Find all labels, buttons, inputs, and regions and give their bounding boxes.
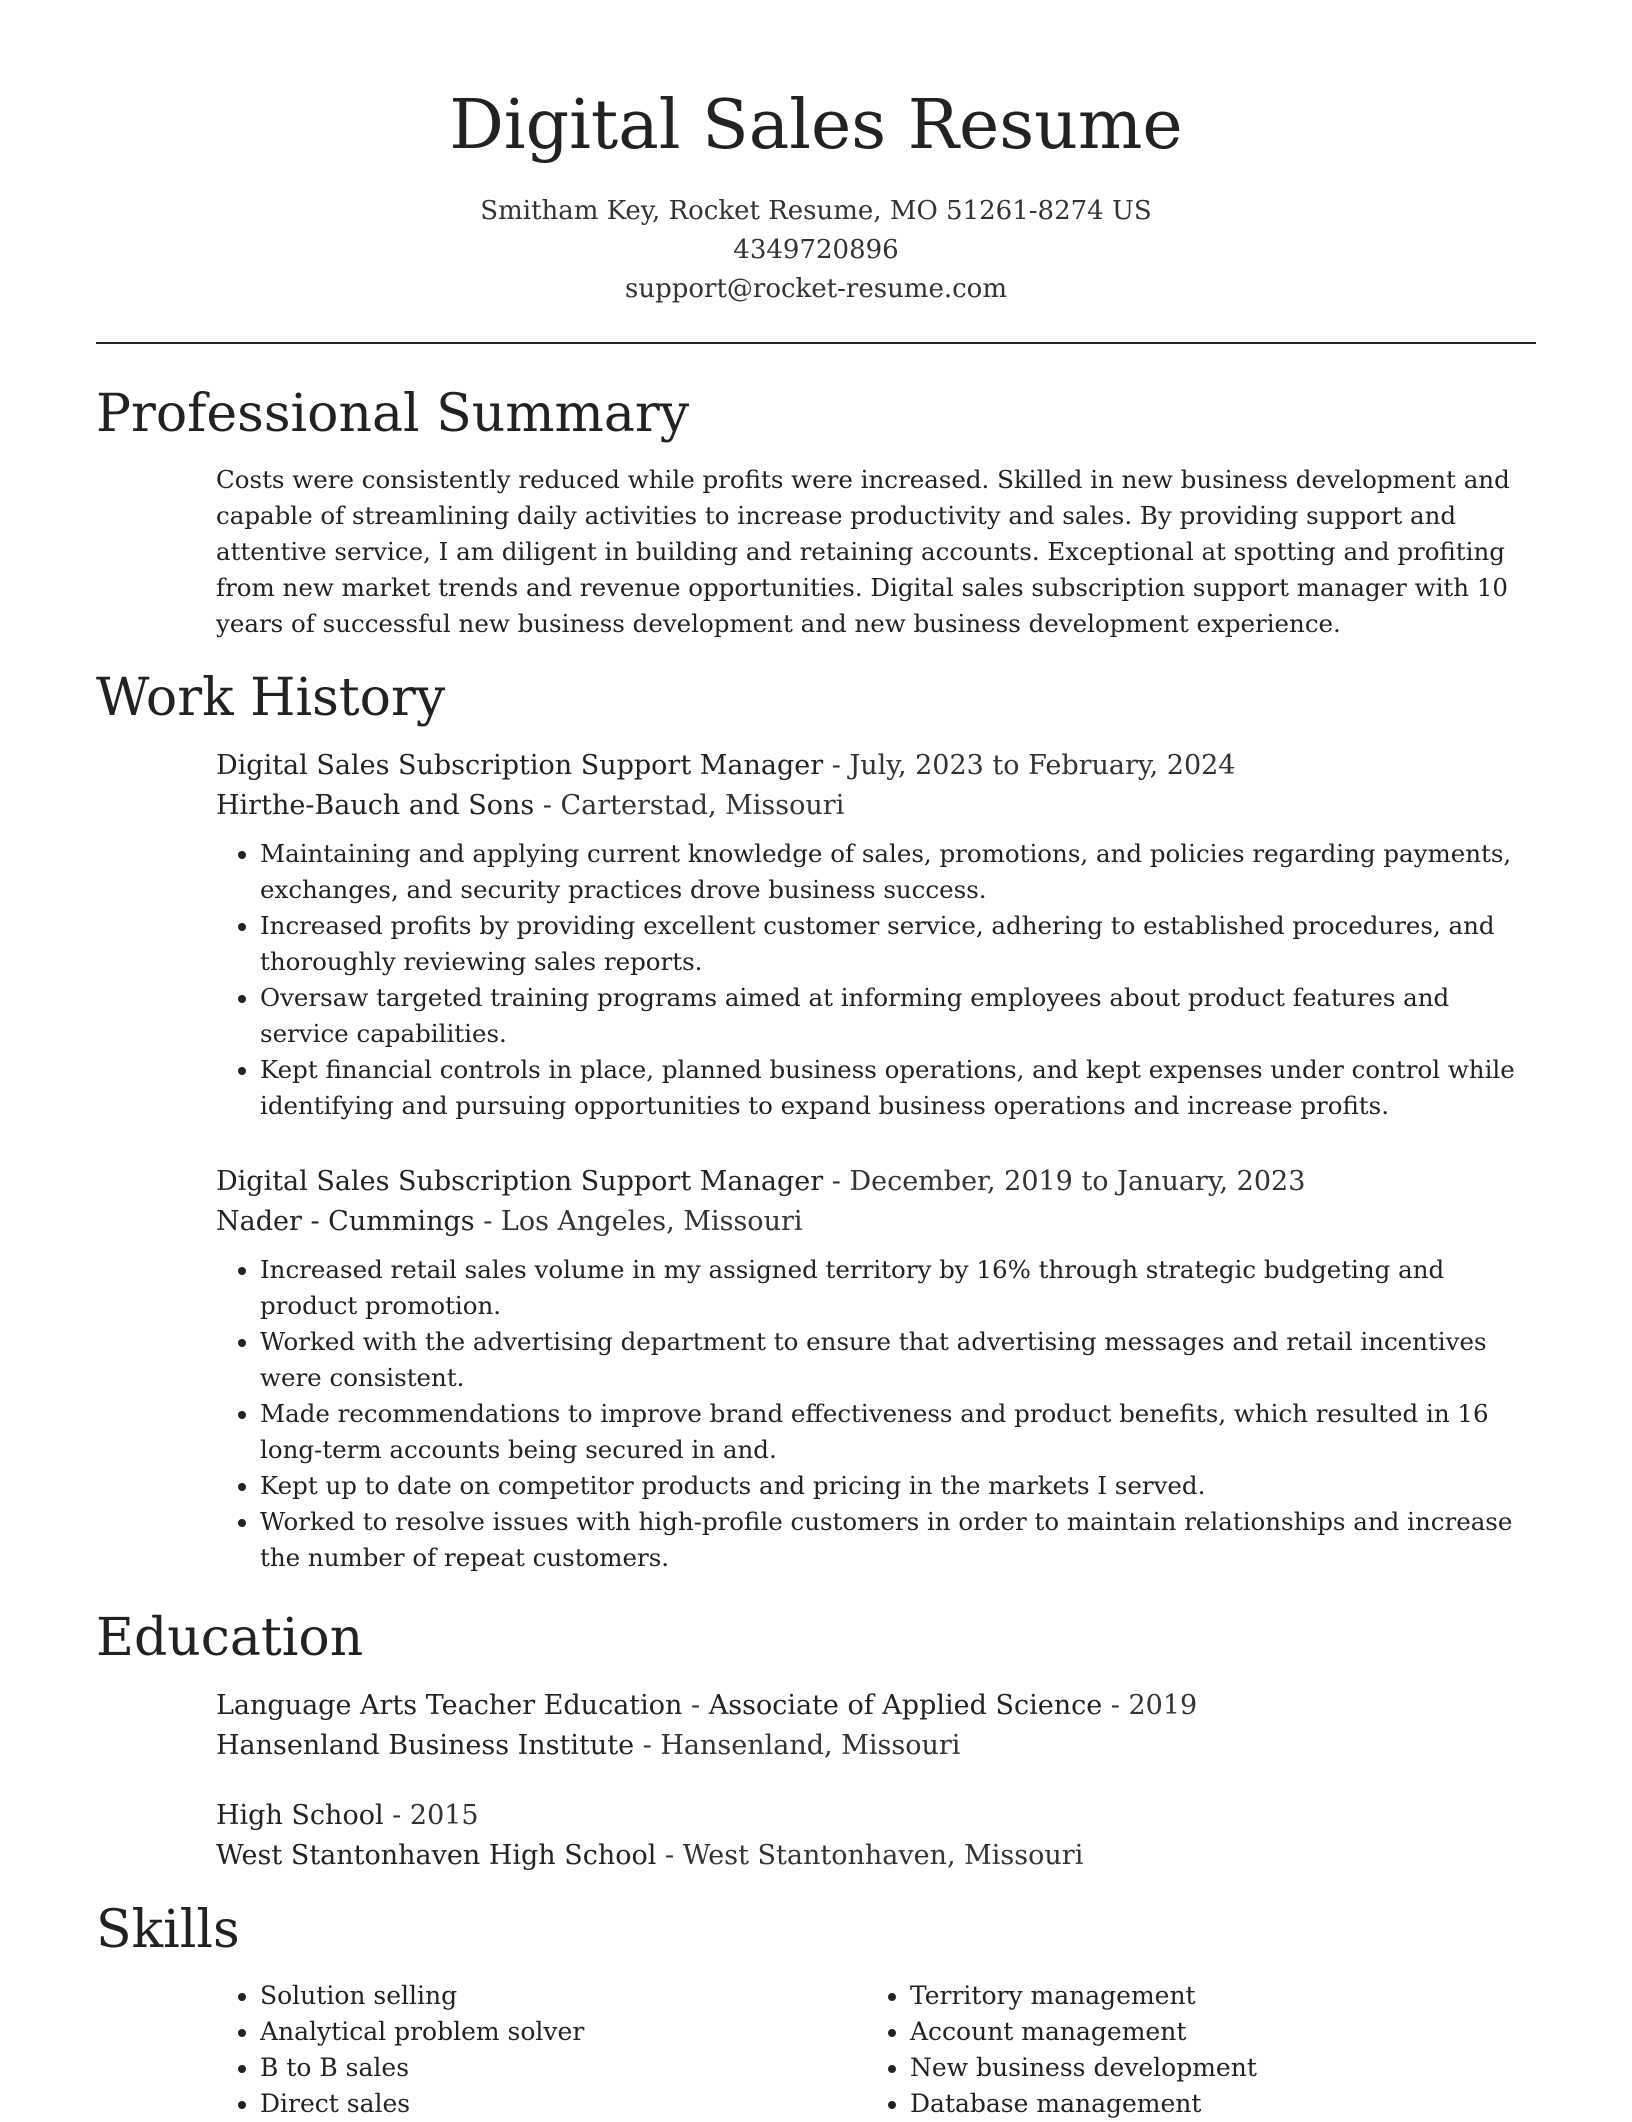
education-year: 2015 xyxy=(409,1800,479,1831)
job-dates: December, 2019 to January, 2023 xyxy=(849,1166,1306,1197)
separator: - xyxy=(383,1800,410,1831)
job-company-line xyxy=(216,1202,1536,1242)
list-item: • Worked to resolve issues with high-profile customers in order to maintain relationships and increase the number of repeat customers. xyxy=(260,1504,1536,1576)
separator: - xyxy=(534,790,561,821)
job-role-line xyxy=(216,1162,1536,1202)
job-bullets xyxy=(216,836,1536,1124)
education-program: High School xyxy=(216,1800,384,1831)
education-degree-line xyxy=(216,1796,1536,1836)
education-school-line xyxy=(216,1836,1536,1876)
job-location: Carterstad, Missouri xyxy=(560,790,845,821)
skills-list xyxy=(216,1978,1536,2122)
list-item: • New business development xyxy=(910,2050,1516,2086)
list-item: • Maintaining and applying current knowledge of sales, promotions, and policies regarding payments, exchanges, and security practices drove business success. xyxy=(260,836,1536,908)
summary-text: Costs were consistently reduced while profits were increased. Skilled in new business development and capable of streamlining daily activities to increase productivity and sales. By providing support and attentive service, I am diligent in building and retaining accounts. Exceptional at spotting and profiting from new market trends and revenue opportunities. Digital sales subscription support manager with 10 years of successful new business development and new business development experience. xyxy=(216,465,1510,638)
education-entry xyxy=(216,1686,1536,1766)
separator: - xyxy=(823,1166,850,1197)
list-item: • Kept financial controls in place, planned business operations, and kept expenses under control while identifying and pursuing opportunities to expand business operations and increase profits. xyxy=(260,1052,1536,1124)
separator: - xyxy=(474,1206,501,1237)
education-school-line xyxy=(216,1726,1536,1766)
contact-phone: 4349720896 xyxy=(733,235,899,265)
separator: - xyxy=(823,750,850,781)
list-item: • Oversaw targeted training programs aimed at informing employees about product features and service capabilities. xyxy=(260,980,1536,1052)
job-bullets xyxy=(216,1252,1536,1576)
section-title-education: Education xyxy=(96,1608,364,1668)
job-role-line xyxy=(216,746,1536,786)
separator: - xyxy=(656,1840,683,1871)
job-dates: July, 2023 to February, 2024 xyxy=(849,750,1236,781)
separator: - xyxy=(634,1730,661,1761)
list-item: • Territory management xyxy=(910,1978,1516,2014)
job-company: Hirthe-Bauch and Sons xyxy=(216,790,535,821)
skills-column-right xyxy=(866,1978,1516,2122)
job-location: Los Angeles, Missouri xyxy=(500,1206,803,1237)
contact-info xyxy=(0,192,1632,309)
separator: - xyxy=(1102,1690,1129,1721)
education-degree: Associate of Applied Science xyxy=(708,1690,1103,1721)
list-item: • B to B sales xyxy=(260,2050,866,2086)
education-school: Hansenland Business Institute xyxy=(216,1730,635,1761)
education-program: Language Arts Teacher Education xyxy=(216,1690,683,1721)
resume-title: Digital Sales Resume xyxy=(449,86,1183,165)
education-year: 2019 xyxy=(1128,1690,1198,1721)
list-item: • Direct sales xyxy=(260,2086,866,2122)
job-entry xyxy=(216,1162,1536,1576)
education-location: West Stantonhaven, Missouri xyxy=(682,1840,1084,1871)
separator: - xyxy=(682,1690,709,1721)
education-entry xyxy=(216,1796,1536,1876)
list-item: • Analytical problem solver xyxy=(260,2014,866,2050)
section-title-summary: Professional Summary xyxy=(96,384,690,444)
education-location: Hansenland, Missouri xyxy=(660,1730,961,1761)
list-item: • Solution selling xyxy=(260,1978,866,2014)
education-degree-line xyxy=(216,1686,1536,1726)
skills-column-left xyxy=(216,1978,866,2122)
education-school: West Stantonhaven High School xyxy=(216,1840,657,1871)
list-item: • Database management xyxy=(910,2086,1516,2122)
header-divider xyxy=(96,342,1536,344)
contact-email: support@rocket-resume.com xyxy=(624,274,1007,304)
job-role: Digital Sales Subscription Support Manager xyxy=(216,750,824,781)
list-item: • Increased retail sales volume in my assigned territory by 16% through strategic budgeting and product promotion. xyxy=(260,1252,1536,1324)
list-item: • Kept up to date on competitor products and pricing in the markets I served. xyxy=(260,1468,1536,1504)
contact-address: Smitham Key, Rocket Resume, MO 51261-8274 US xyxy=(480,196,1152,226)
list-item: • Account management xyxy=(910,2014,1516,2050)
section-title-work: Work History xyxy=(96,668,446,728)
job-entry xyxy=(216,746,1536,1124)
list-item: • Made recommendations to improve brand effectiveness and product benefits, which resulted in 16 long-term accounts being secured in and. xyxy=(260,1396,1536,1468)
job-company: Nader - Cummings xyxy=(216,1206,475,1237)
section-title-skills: Skills xyxy=(96,1900,240,1960)
list-item: • Increased profits by providing excellent customer service, adhering to established procedures, and thoroughly reviewing sales reports. xyxy=(260,908,1536,980)
job-company-line xyxy=(216,786,1536,826)
list-item: • Worked with the advertising department to ensure that advertising messages and retail incentives were consistent. xyxy=(260,1324,1536,1396)
summary-block xyxy=(216,462,1536,642)
job-role: Digital Sales Subscription Support Manager xyxy=(216,1166,824,1197)
